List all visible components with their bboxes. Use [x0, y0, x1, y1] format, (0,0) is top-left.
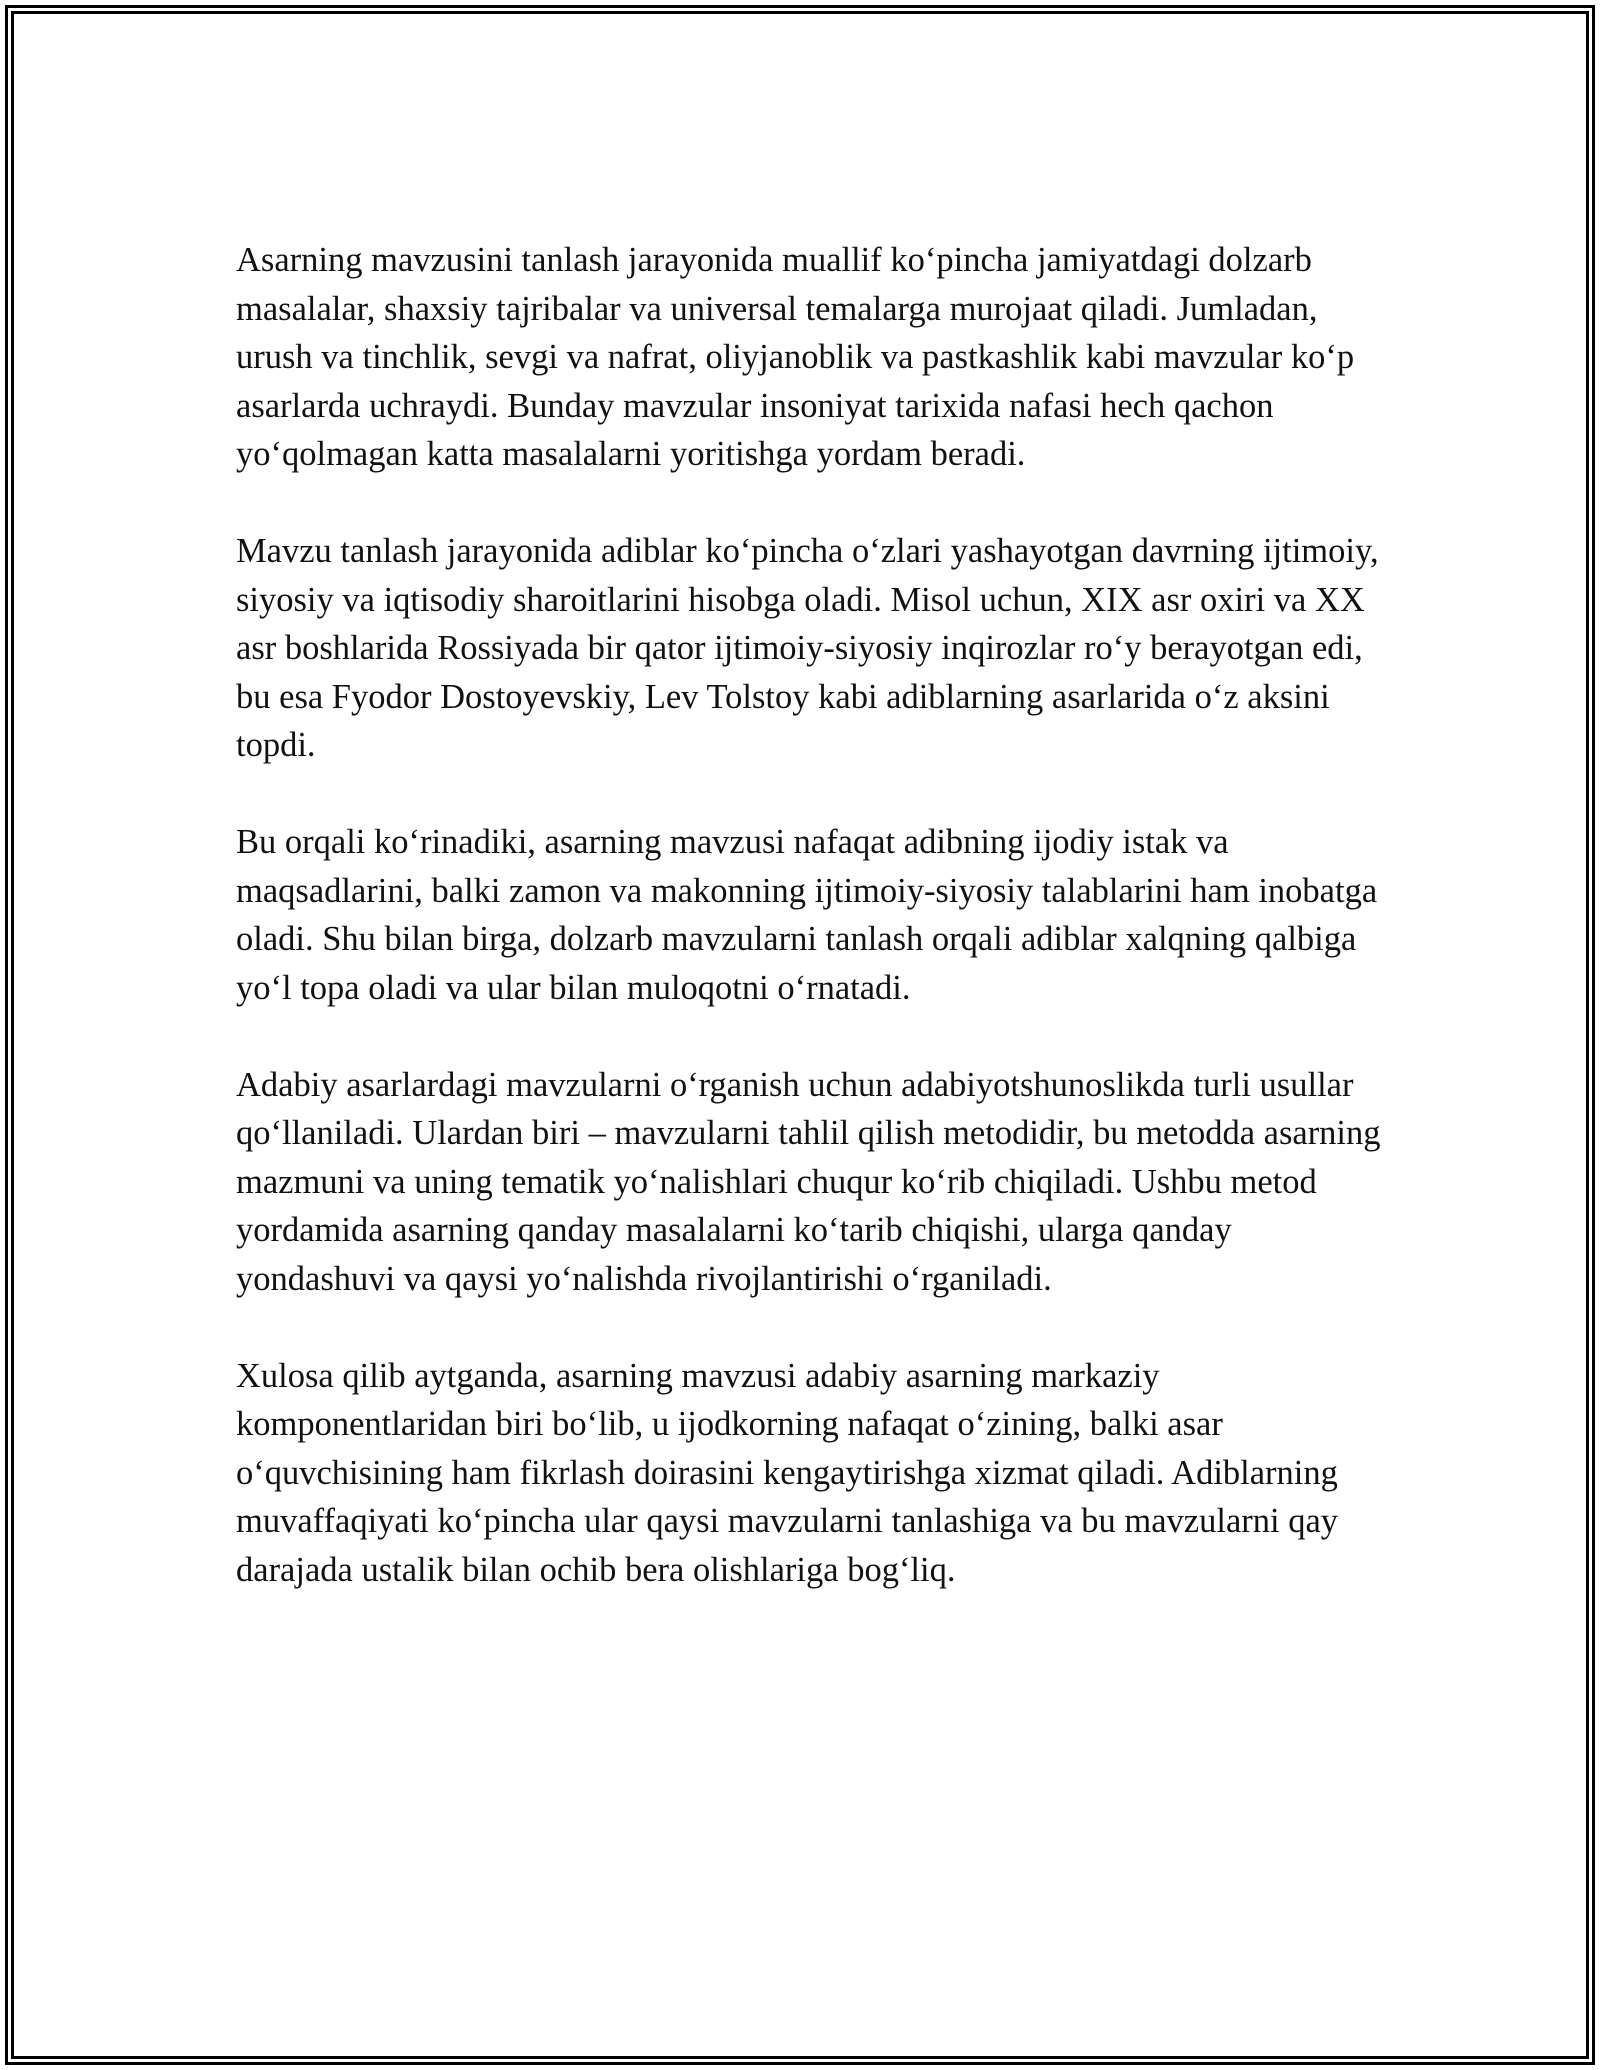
- document-body: [236, 236, 1381, 1594]
- paragraph-theme-selection: Asarning mavzusini tanlash jarayonida muallif ko‘pincha jamiyatdagi dolzarb masalalar, shaxsiy tajribalar va universal temalarga murojaat qiladi. Jumladan, urush va tinchlik, sevgi va nafrat, oliyjanoblik va pastkashlik kabi mavzular ko‘p asarlarda uchraydi. Bunday mavzular insoniyat tarixida nafasi hech qachon yo‘qolmagan katta masalalarni yoritishga yordam beradi.: [236, 241, 1355, 473]
- paragraph-analysis-methods: Adabiy asarlardagi mavzularni o‘rganish uchun adabiyotshunoslikda turli usullar qo‘llaniladi. Ulardan biri – mavzularni tahlil qilish metodidir, bu metodda asarning mazmuni va uning tematik yo‘nalishlari chuqur ko‘rib chiqiladi. Ushbu metod yordamida asarning qanday masalalarni ko‘tarib chiqishi, ularga qanday yondashuvi va qaysi yo‘nalishda rivojlantirishi o‘rganiladi.: [236, 1065, 1381, 1298]
- paragraph-conclusion: Xulosa qilib aytganda, asarning mavzusi adabiy asarning markaziy komponentlaridan biri bo‘lib, u ijodkorning nafaqat o‘zining, balki asar o‘quvchisining ham fikrlash doirasini kengaytirishga xizmat qiladi. Adiblarning muvaffaqiyati ko‘pincha ular qaysi mavzularni tanlashiga va bu mavzularni qay darajada ustalik bilan ochib bera olishlariga bog‘liq.: [236, 1356, 1339, 1589]
- paragraph-historical-context: Mavzu tanlash jarayonida adiblar ko‘pincha o‘zlari yashayotgan davrning ijtimoiy, siyosiy va iqtisodiy sharoitlarini hisobga oladi. Misol uchun, XIX asr oxiri va XX asr boshlarida Rossiyada bir qator ijtimoiy-siyosiy inqirozlar ro‘y berayotgan edi, bu esa Fyodor Dostoyevskiy, Lev Tolstoy kabi adiblarning asarlarida o‘z aksini topdi.: [236, 532, 1379, 764]
- paragraph-social-requirements: Bu orqali ko‘rinadiki, asarning mavzusi nafaqat adibning ijodiy istak va maqsadlarini, balki zamon va makonning ijtimoiy-siyosiy talablarini ham inobatga oladi. Shu bilan birga, dolzarb mavzularni tanlash orqali adiblar xalqning qalbiga yo‘l topa oladi va ular bilan muloqotni o‘rnatadi.: [236, 823, 1378, 1007]
